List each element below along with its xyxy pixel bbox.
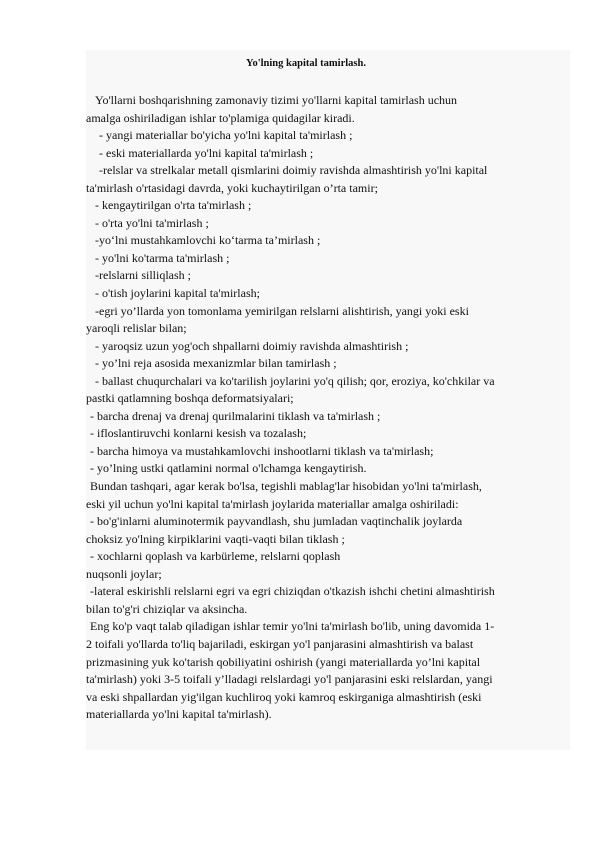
text-line: - yangi materiallar bo'yicha yo'lni kapital ta'mirlash ; — [99, 128, 353, 143]
text-line: va eski shpallardan yig'ilgan kuchliroq yoki kamroq eskirganiga almashtirish (eski — [86, 689, 482, 704]
text-line: ta'mirlash o'rtasidagi davrda, yoki kuchaytirilgan o’rta tamir; — [86, 180, 378, 195]
text-line: pastki qatlamning boshqa deformatsiyalari; — [86, 391, 294, 406]
text-line: Bundan tashqari, agar kerak bo'lsa, tegishli mablag'lar hisobidan yo'lni ta'mirlash, — [90, 479, 482, 494]
text-line: -lateral eskirishli relslarni egri va egri chiziqdan o'tkazish ishchi chetini almashtirish — [90, 584, 495, 599]
text-line: materiallarda yo'lni kapital ta'mirlash). — [86, 707, 272, 722]
text-line: choksiz yo'lning kirpiklarini vaqti-vaqti bilan tiklash ; — [86, 531, 345, 546]
text-line: - o'tish joylarini kapital ta'mirlash; — [95, 286, 260, 301]
text-line: - barcha himoya va mustahkamlovchi inshootlarni tiklash va ta'mirlash; — [90, 443, 434, 458]
text-line: yaroqli relislar bilan; — [86, 321, 187, 336]
text-line: - yaroqsiz uzun yog'och shpallarni doimiy ravishda almashtirish ; — [95, 338, 409, 353]
text-line: prizmasining yuk ko'tarish qobiliyatini oshirish (yangi materiallarda yo’lni kapital — [86, 654, 481, 669]
text-line: eski yil uchun yo'lni kapital ta'mirlash joylarida materiallar amalga oshiriladi: — [86, 496, 459, 511]
text-line: - ifloslantiruvchi konlarni kesish va tozalash; — [90, 426, 307, 441]
text-line: bilan to'g'ri chiziqlar va aksincha. — [86, 601, 248, 616]
text-line: -relslarni silliqlash ; — [95, 268, 191, 283]
text-line: - yo’lni reja asosida mexanizmlar bilan tamirlash ; — [95, 356, 337, 371]
paragraph-block — [86, 92, 570, 724]
text-line: - xochlarni qoplash va karbürleme, relslarni qoplash — [90, 549, 341, 564]
text-line: - yo’lning ustki qatlamini normal o'lchamga kengaytirish. — [90, 461, 367, 476]
document-title: Yo'lning kapital tamirlash. — [246, 58, 366, 69]
document-body — [86, 50, 570, 750]
text-line: nuqsonli joylar; — [86, 566, 162, 581]
text-line: - o'rta yo'lni ta'mirlash ; — [95, 215, 209, 230]
text-line: -egri yo’llarda yon tomonlama yemirilgan relslarni alishtirish, yangi yoki eski — [95, 303, 469, 318]
text-line: - eski materiallarda yo'lni kapital ta'mirlash ; — [99, 145, 314, 160]
text-line: - kengaytirilgan o'rta ta'mirlash ; — [95, 198, 252, 213]
text-line: -relslar va strelkalar metall qismlarini doimiy ravishda almashtirish yo'lni kapital — [99, 163, 488, 178]
text-line: - yo'lni ko'tarma ta'mirlash ; — [95, 250, 230, 265]
text-line: - barcha drenaj va drenaj qurilmalarini tiklash va ta'mirlash ; — [90, 408, 381, 423]
text-line: amalga oshiriladigan ishlar to'plamiga quidagilar kiradi. — [86, 110, 355, 125]
text-line: - ballast chuqurchalari va ko'tarilish joylarini yo'q qilish; qor, eroziya, ko'chkilar va — [95, 373, 495, 388]
text-line: - bo'g'inlarni aluminotermik payvandlash, shu jumladan vaqtinchalik joylarda — [90, 514, 463, 529]
text-line: Yo'llarni boshqarishning zamonaviy tizimi yo'llarni kapital tamirlash uchun — [95, 93, 458, 107]
text-line: -yo‘lni mustahkamlovchi ko‘tarma ta’mirlash ; — [95, 233, 321, 248]
text-line: Eng ko'p vaqt talab qiladigan ishlar temir yo'lni ta'mirlash bo'lib, uning davomida 1- — [90, 619, 495, 634]
text-line: 2 toifali yo'llarda to'liq bajariladi, eskirgan yo'l panjarasini almashtirish va balast — [86, 636, 474, 651]
text-line: ta'mirlash) yoki 3-5 toifali y’lladagi relslardagi yo'l panjarasini eski relslardan, yangi — [86, 672, 493, 687]
